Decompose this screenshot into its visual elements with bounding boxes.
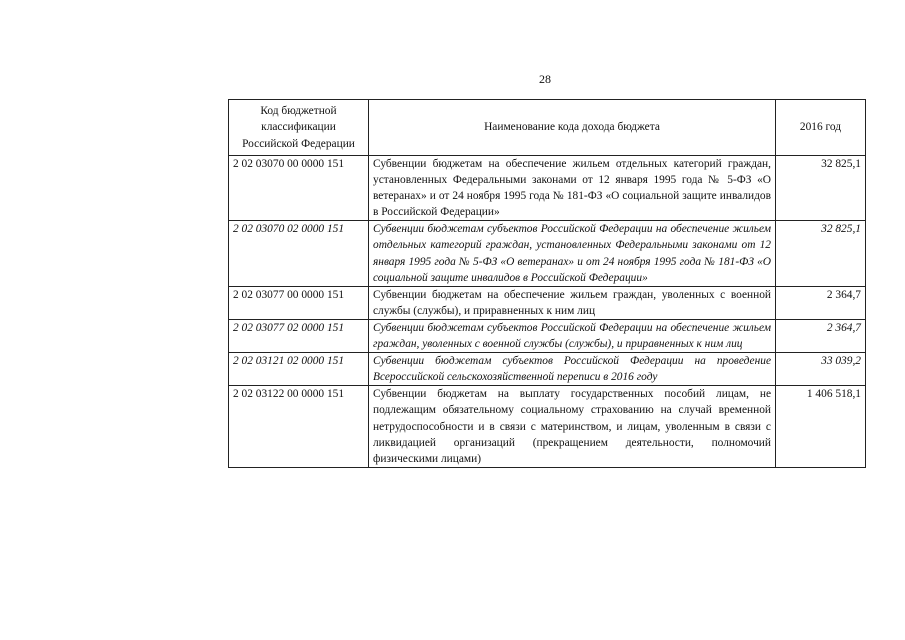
row-name: Субвенции бюджетам на обеспечение жильем граждан, уволенных с военной службы (службы), и приравненных к ним лиц: [369, 286, 776, 319]
row-value: 2 364,7: [776, 286, 866, 319]
row-code: 2 02 03077 00 0000 151: [229, 286, 369, 319]
row-value: 32 825,1: [776, 156, 866, 221]
table-row: [229, 319, 866, 352]
header-year: 2016 год: [776, 100, 866, 156]
row-value: 32 825,1: [776, 221, 866, 286]
row-code: 2 02 03121 02 0000 151: [229, 353, 369, 386]
table-header-row: [229, 100, 866, 156]
table-row: [229, 353, 866, 386]
table-row: [229, 286, 866, 319]
row-code: 2 02 03122 00 0000 151: [229, 386, 369, 467]
row-value: 33 039,2: [776, 353, 866, 386]
table-row: [229, 156, 866, 221]
row-name: Субвенции бюджетам субъектов Российской Федерации на проведение Всероссийской сельскохозяйственной переписи в 2016 году: [369, 353, 776, 386]
row-code: 2 02 03077 02 0000 151: [229, 319, 369, 352]
table-row: [229, 386, 866, 467]
table-row: [229, 221, 866, 286]
page-number: 28: [539, 72, 551, 86]
row-name: Субвенции бюджетам субъектов Российской Федерации на обеспечение жильем граждан, уволенных с военной службы (службы), и приравненных к ним лиц: [369, 319, 776, 352]
header-code: Код бюджетной классификации Российской Федерации: [229, 100, 369, 156]
header-name: Наименование кода дохода бюджета: [369, 100, 776, 156]
row-name: Субвенции бюджетам субъектов Российской Федерации на обеспечение жильем отдельных категорий граждан, установленных Федеральными законами от 12 января 1995 года № 5-ФЗ «О ветеранах» и от 24 ноября 1995 года № 181-ФЗ «О социальной защите инвалидов в Российской Федерации»: [369, 221, 776, 286]
row-name: Субвенции бюджетам на обеспечение жильем отдельных категорий граждан, установленных Федеральными законами от 12 января 1995 года № 5-ФЗ «О ветеранах» и от 24 ноября 1995 года № 181-ФЗ «О социальной защите инвалидов в Российской Федерации»: [369, 156, 776, 221]
row-code: 2 02 03070 02 0000 151: [229, 221, 369, 286]
row-name: Субвенции бюджетам на выплату государственных пособий лицам, не подлежащим обязательному социальному страхованию на случай временной нетрудоспособности и в связи с материнством, и лицам, уволенным в связи с ликвидацией организаций (прекращением деятельности, полномочий физическими лицами): [369, 386, 776, 467]
budget-revenue-table: [228, 99, 866, 468]
row-value: 2 364,7: [776, 319, 866, 352]
row-value: 1 406 518,1: [776, 386, 866, 467]
row-code: 2 02 03070 00 0000 151: [229, 156, 369, 221]
